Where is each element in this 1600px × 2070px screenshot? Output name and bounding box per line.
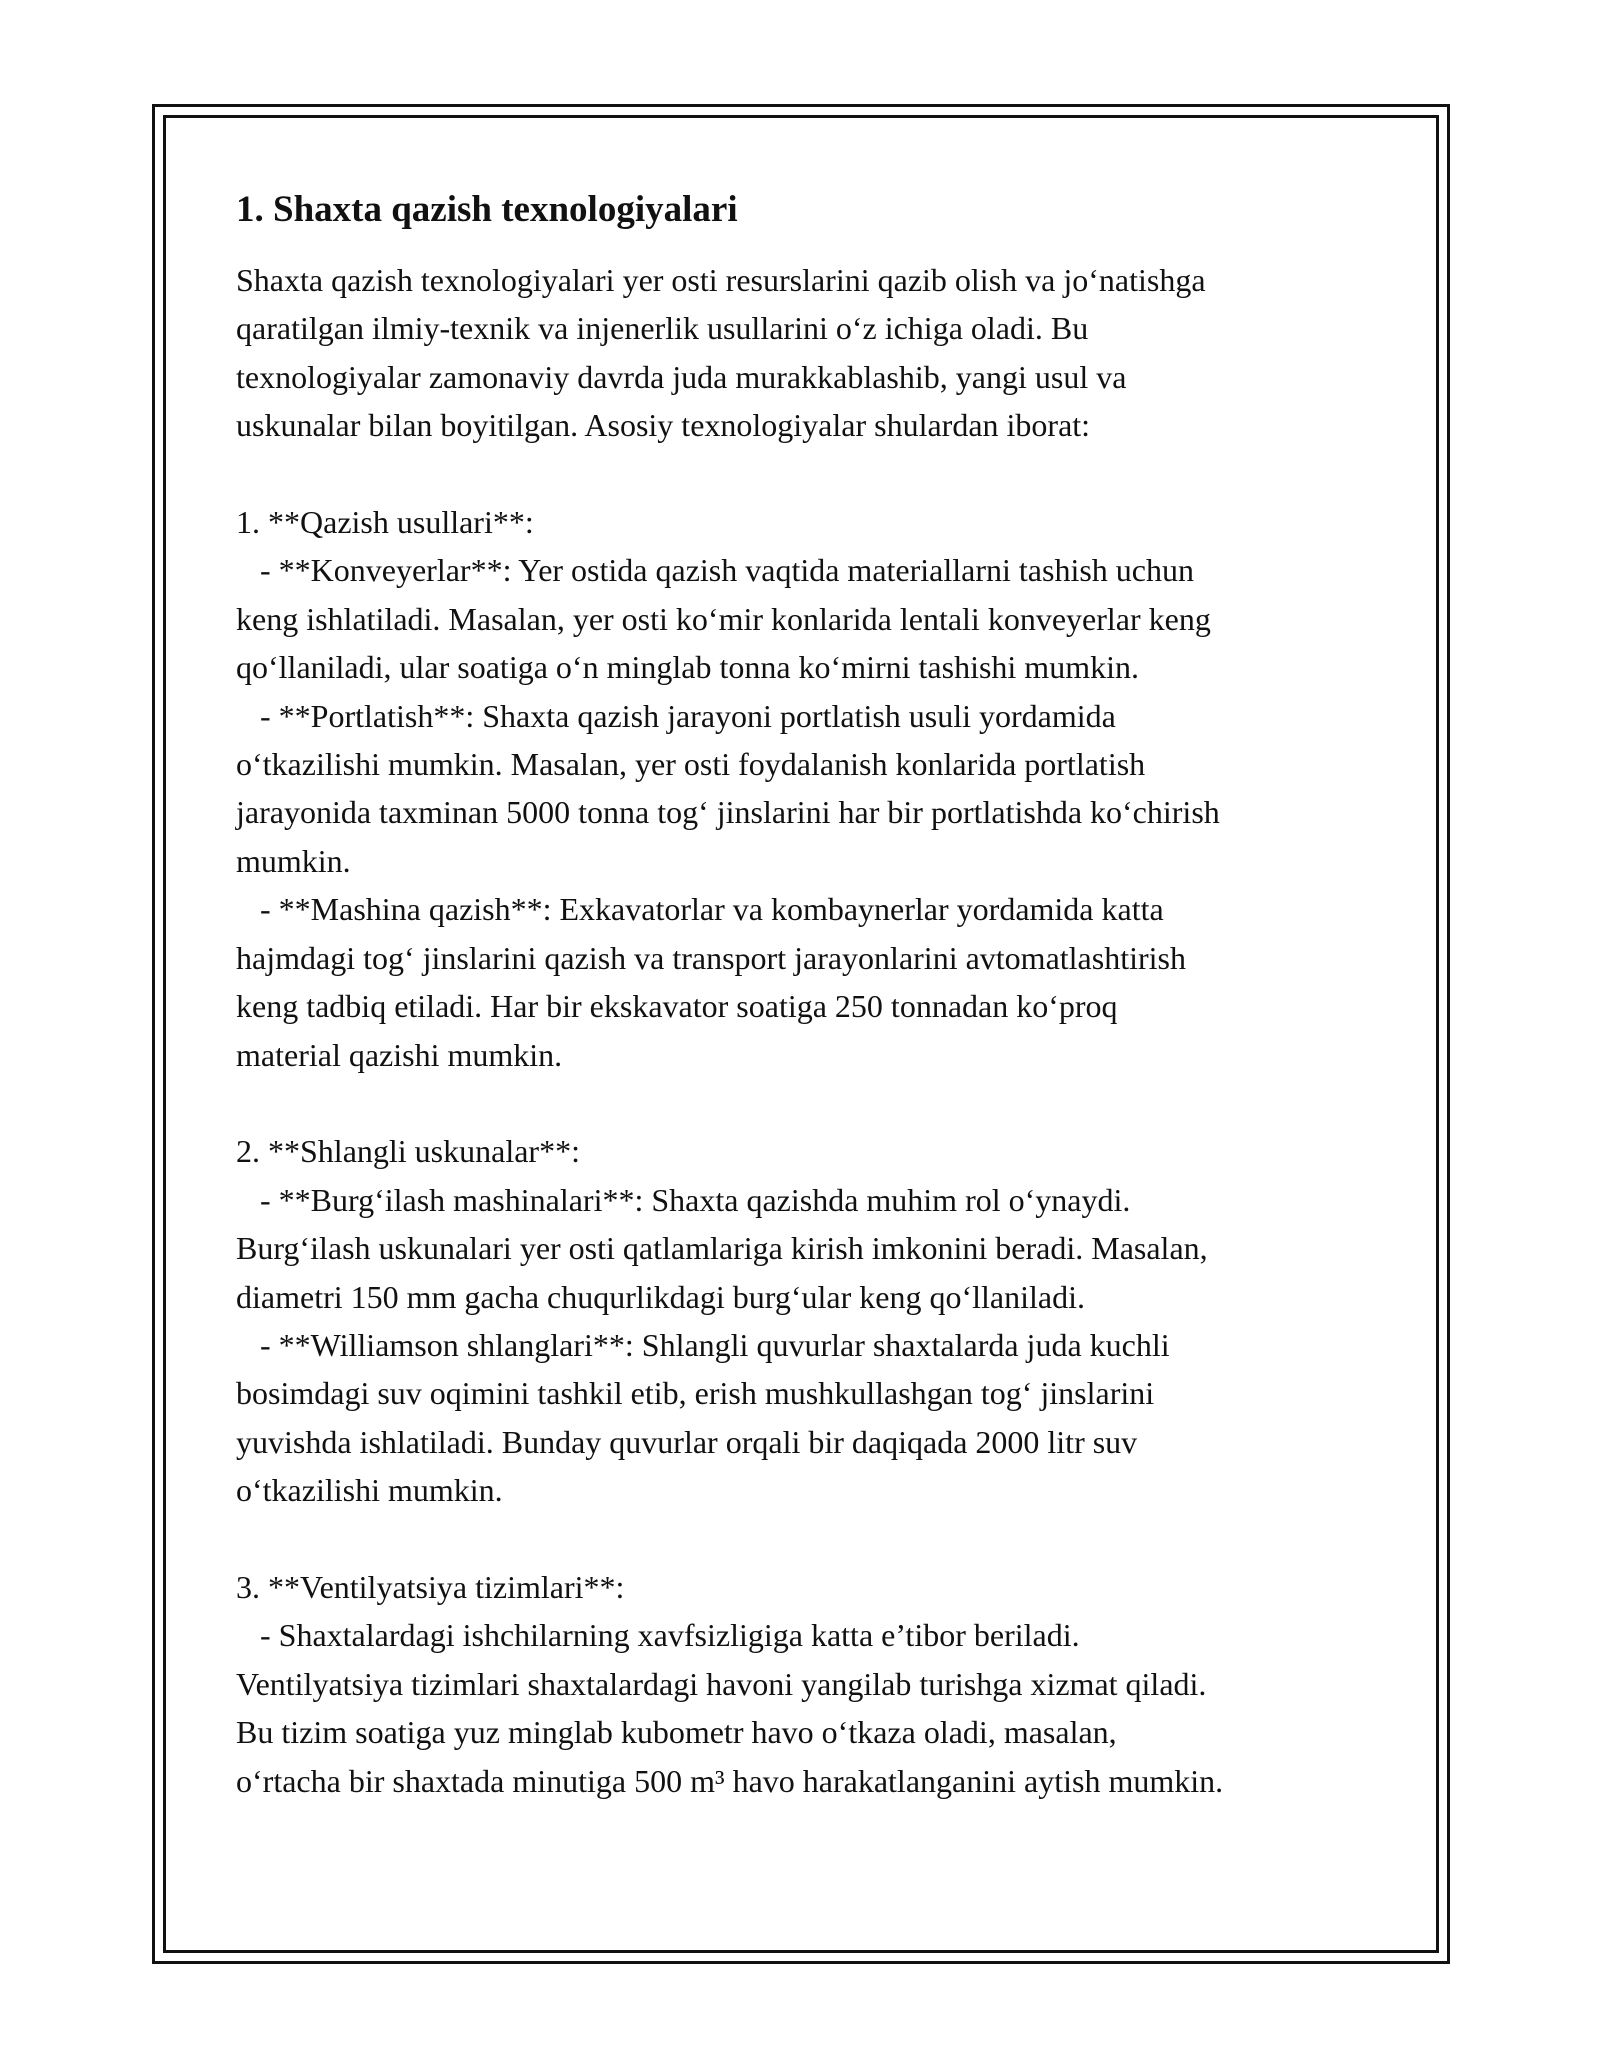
document-content (236, 186, 1386, 1805)
document-title: 1. Shaxta qazish texnologiyalari (236, 189, 738, 230)
document-body: Shaxta qazish texnologiyalari yer osti resurslarini qazib olish va jo‘natishga qaratilgan ilmiy-texnik va injenerlik usullarini o‘z ichiga oladi. Bu texnologiyalar zamonaviy davrda juda murakkablashib, yangi usul va uskunalar bilan boyitilgan. Asosiy texnologiyalar shulardan iborat: 1. **Qazish usullari**: - **Konveyerlar**: Yer ostida qazish vaqtida materiallarni tashish uchun keng ishlatiladi. Masalan, yer osti ko‘mir konlarida lentali konveyerlar keng qo‘llaniladi, ular soatiga o‘n minglab tonna ko‘mirni tashishi mumkin. - **Portlatish**: Shaxta qazish jarayoni portlatish usuli yordamida o‘tkazilishi mumkin. Masalan, yer osti foydalanish konlarida portlatish jarayonida taxminan 5000 tonna tog‘ jinslarini har bir portlatishda ko‘chirish mumkin. - **Mashina qazish**: Exkavatorlar va kombaynerlar yordamida katta hajmdagi tog‘ jinslarini qazish va transport jarayonlarini avtomatlashtirish keng tadbiq etiladi. Har bir ekskavator soatiga 250 tonnadan ko‘proq material qazishi mumkin. 2. **Shlangli uskunalar**: - **Burg‘ilash mashinalari**: Shaxta qazishda muhim rol o‘ynaydi. Burg‘ilash uskunalari yer osti qatlamlariga kirish imkonini beradi. Masalan, diametri 150 mm gacha chuqurlikdagi burg‘ular keng qo‘llaniladi. - **Williamson shlanglari**: Shlangli quvurlar shaxtalarda juda kuchli bosimdagi suv oqimini tashkil etib, erish mushkullashgan tog‘ jinslarini yuvishda ishlatiladi. Bunday quvurlar orqali bir daqiqada 2000 litr suv o‘tkazilishi mumkin. 3. **Ventilyatsiya tizimlari**: - Shaxtalardagi ishchilarning xavfsizligiga katta e’tibor beriladi. Ventilyatsiya tizimlari shaxtalardagi havoni yangilab turishga xizmat qiladi. Bu tizim soatiga yuz minglab kubometr havo o‘tkaza oladi, masalan, o‘rtacha bir shaxtada minutiga 500 m³ havo harakatlanganini aytish mumkin. (236, 262, 1224, 1799)
